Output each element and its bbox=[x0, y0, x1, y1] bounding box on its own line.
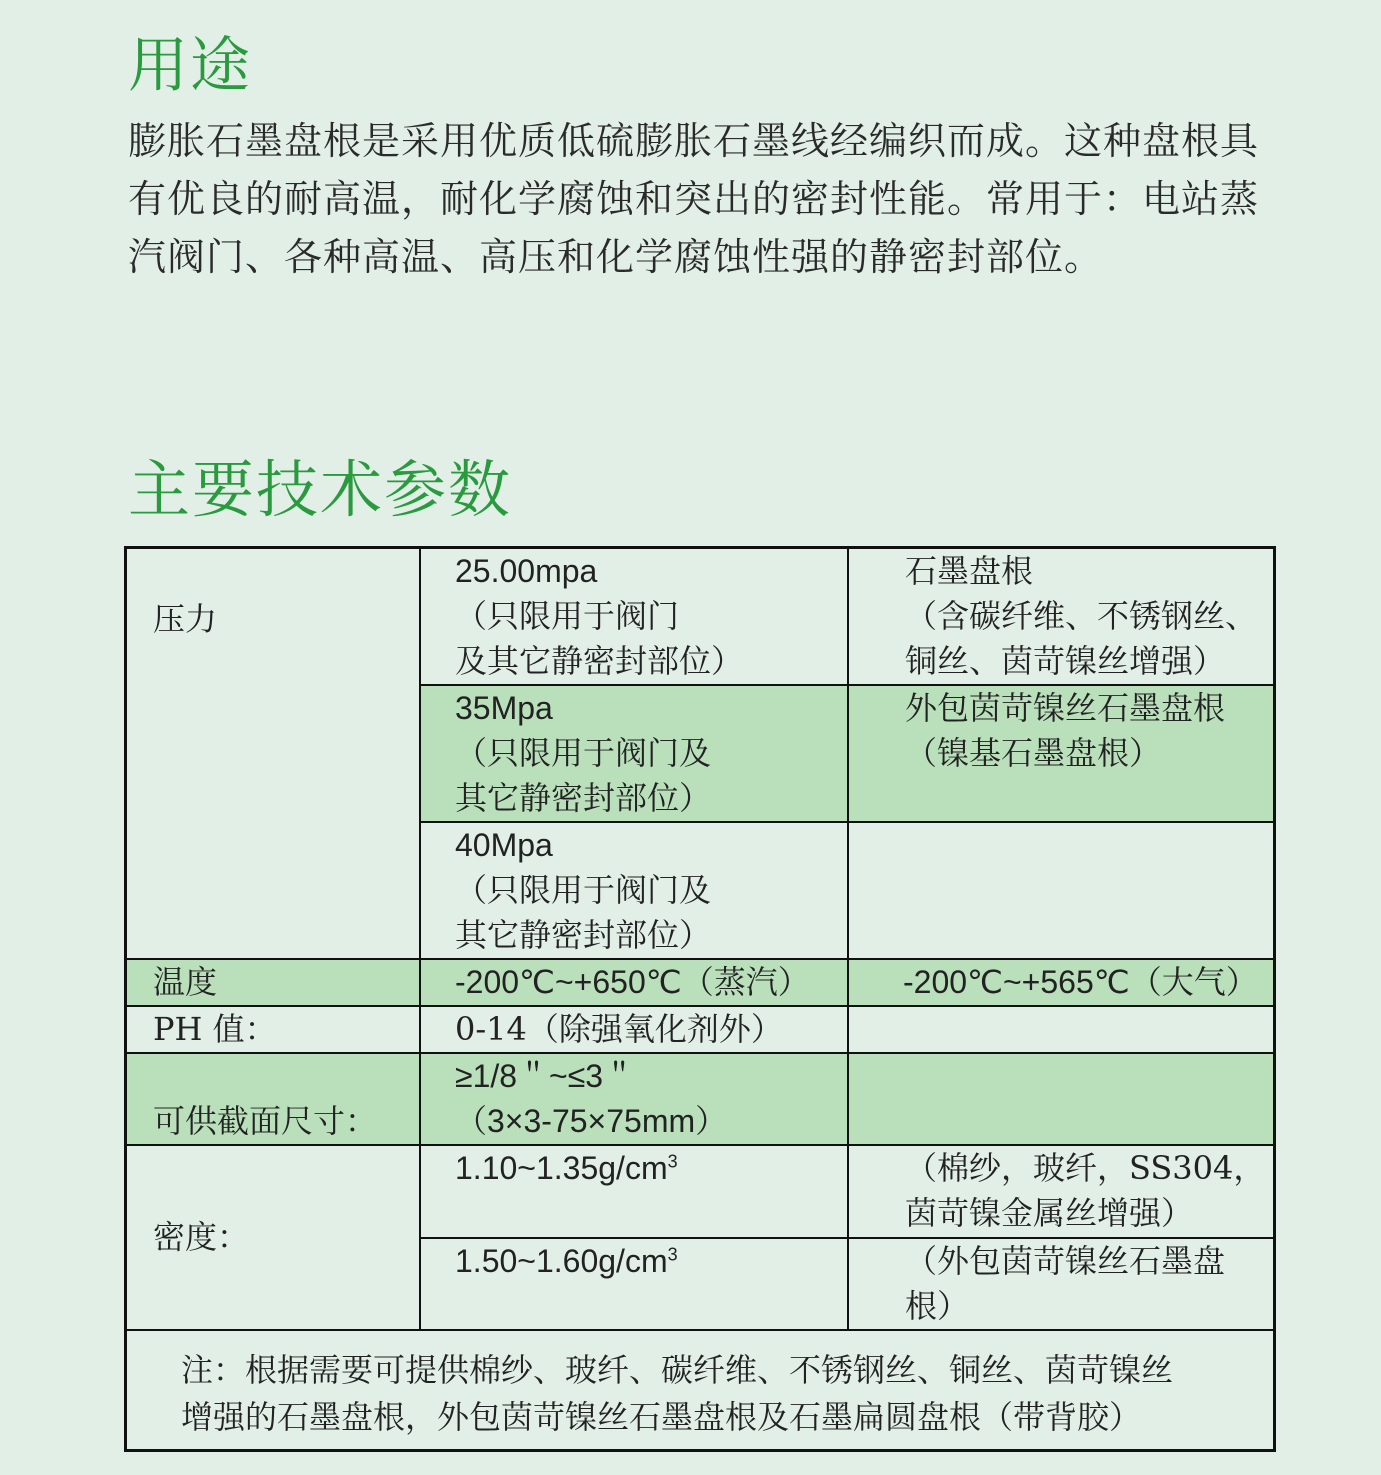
usage-description: 膨胀石墨盘根是采用优质低硫膨胀石墨线经编织而成。这种盘根具有优良的耐高温，耐化学腐蚀和突出的密封性能。常用于：电站蒸汽阀门、各种高温、高压和化学腐蚀性强的静密封部位。 bbox=[128, 119, 1260, 279]
pressure-note: （只限用于阀门及 bbox=[455, 871, 712, 909]
packing-type: 外包茵苛镍丝石墨盘根 bbox=[905, 689, 1226, 727]
pressure-cell-25 bbox=[420, 548, 848, 686]
section-range: ≥1/8＂~≤3＂ bbox=[455, 1058, 636, 1094]
density-number: 1.50~1.60g/cm bbox=[455, 1243, 668, 1279]
usage-heading: 用途 bbox=[128, 31, 252, 101]
table-note bbox=[126, 1330, 1275, 1451]
note-line: 注：根据需要可提供棉纱、玻纤、碳纤维、不锈钢丝、铜丝、茵苛镍丝 bbox=[181, 1351, 1174, 1389]
pressure-note: 其它静密封部位） bbox=[455, 916, 712, 954]
packing-type-detail: （镍基石墨盘根） bbox=[905, 734, 1162, 772]
density-unit-exponent: 3 bbox=[667, 1244, 678, 1265]
density-value-1 bbox=[420, 1145, 848, 1238]
density-desc-cell bbox=[848, 1145, 1275, 1238]
density-unit-exponent: 3 bbox=[667, 1151, 678, 1172]
pressure-note: 及其它静密封部位） bbox=[455, 642, 744, 680]
packing-type: 石墨盘根 bbox=[905, 552, 1034, 590]
empty-cell bbox=[848, 822, 1275, 959]
params-heading: 主要技术参数 bbox=[128, 453, 513, 526]
empty-cell bbox=[848, 1006, 1275, 1053]
packing-type-cell bbox=[848, 685, 1275, 822]
density-value-2 bbox=[420, 1238, 848, 1330]
ph-label: PH 值： bbox=[126, 1006, 421, 1053]
pressure-value: 40Mpa bbox=[455, 827, 553, 863]
temperature-steam: -200℃~+650℃（蒸汽） bbox=[420, 959, 848, 1006]
density-desc: （外包茵苛镍丝石墨盘根） bbox=[905, 1242, 1226, 1325]
ph-value: 0-14（除强氧化剂外） bbox=[420, 1006, 848, 1053]
params-table bbox=[124, 546, 1276, 1452]
section-cell bbox=[420, 1053, 848, 1145]
density-desc: 茵苛镍金属丝增强） bbox=[905, 1194, 1194, 1232]
packing-type-cell bbox=[848, 548, 1275, 686]
packing-type-detail: 铜丝、茵苛镍丝增强） bbox=[905, 642, 1226, 680]
density-number: 1.10~1.35g/cm bbox=[455, 1150, 668, 1186]
section-mm: （3×3-75×75mm） bbox=[455, 1103, 728, 1139]
pressure-note: （只限用于阀门 bbox=[455, 597, 680, 635]
temperature-label: 温度 bbox=[126, 959, 421, 1006]
section-label: 可供截面尺寸： bbox=[126, 1053, 421, 1145]
density-desc: （棉纱，玻纤，SS304， bbox=[905, 1149, 1266, 1187]
temperature-air: -200℃~+565℃（大气） bbox=[848, 959, 1275, 1006]
pressure-cell-40 bbox=[420, 822, 848, 959]
note-line: 增强的石墨盘根，外包茵苛镍丝石墨盘根及石墨扁圆盘根（带背胶） bbox=[181, 1398, 1142, 1436]
pressure-label: 压力 bbox=[126, 548, 421, 960]
density-label: 密度： bbox=[126, 1145, 421, 1330]
pressure-value: 25.00mpa bbox=[455, 553, 598, 589]
empty-cell bbox=[848, 1053, 1275, 1145]
pressure-note: 其它静密封部位） bbox=[455, 779, 712, 817]
pressure-value: 35Mpa bbox=[455, 690, 553, 726]
density-desc-cell bbox=[848, 1238, 1275, 1330]
pressure-cell-35 bbox=[420, 685, 848, 822]
pressure-note: （只限用于阀门及 bbox=[455, 734, 712, 772]
packing-type-detail: （含碳纤维、不锈钢丝、 bbox=[905, 597, 1258, 635]
